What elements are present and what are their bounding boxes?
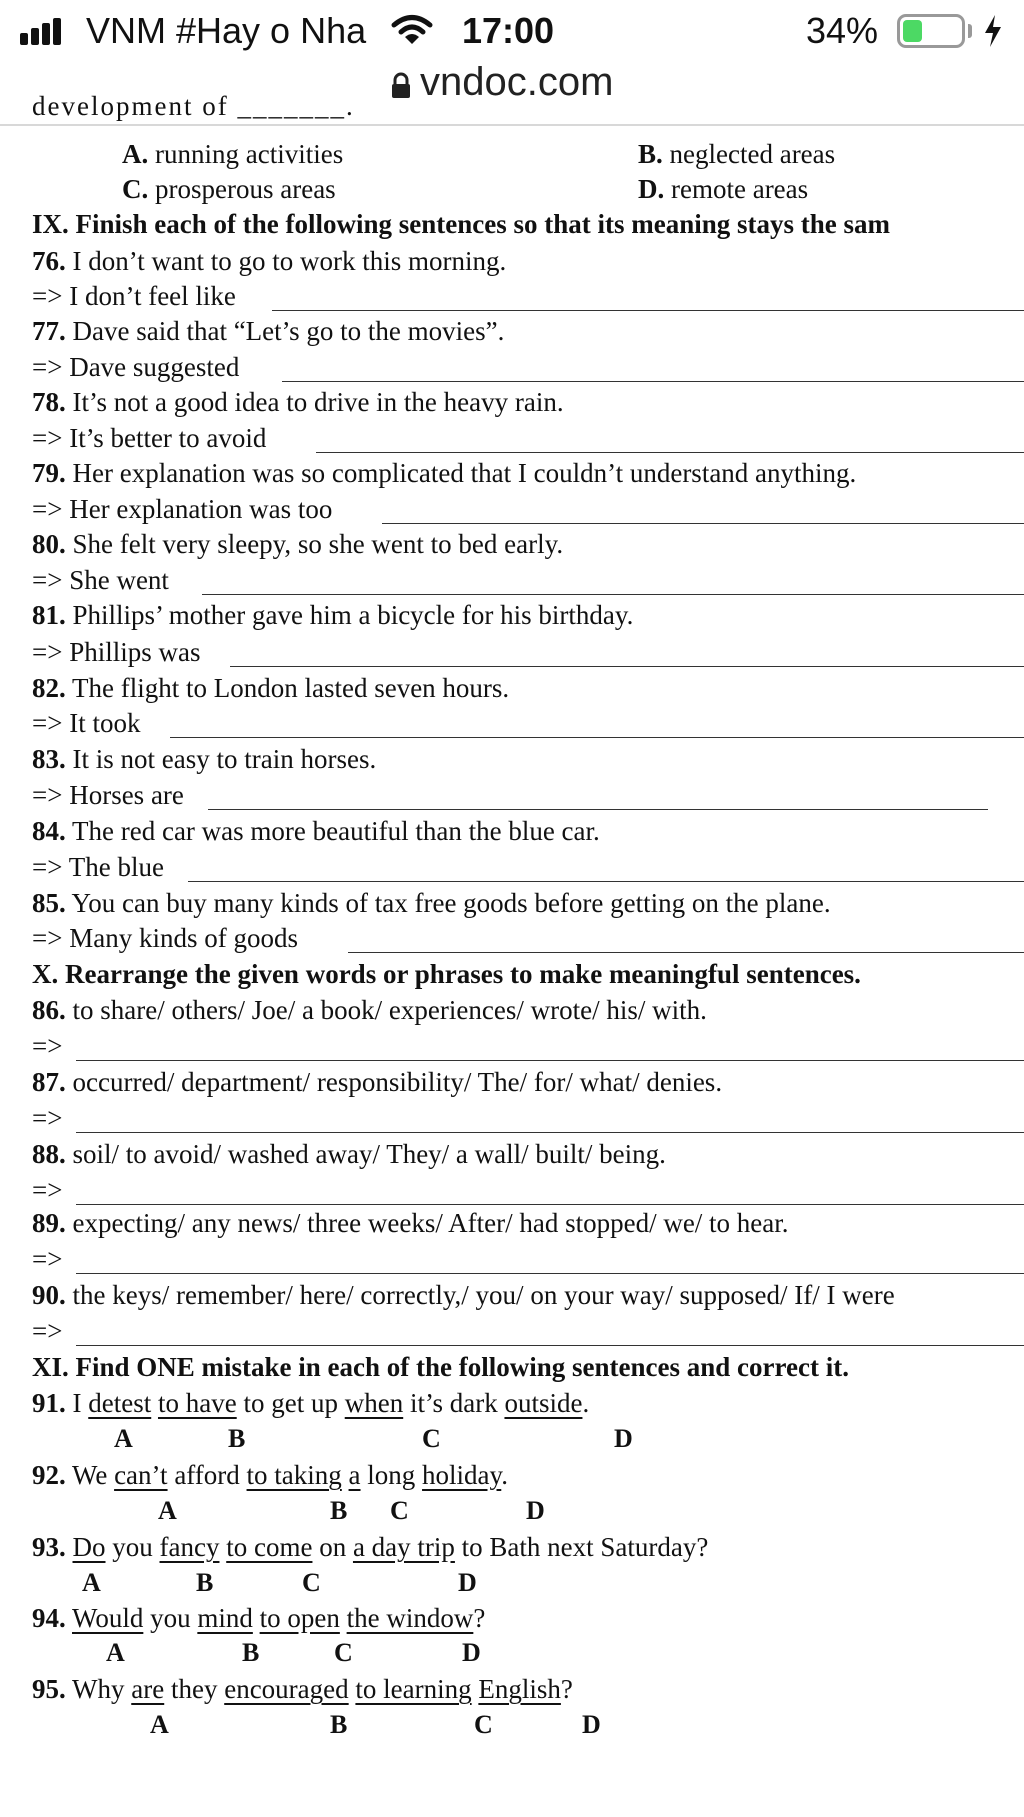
question-line: 90. the keys/ remember/ here/ correctly,/ you/ on your way/ supposed/ If/ I were — [32, 1280, 895, 1310]
choice-letter: A — [82, 1568, 101, 1597]
answer-blank[interactable] — [76, 1345, 1024, 1346]
choice-letter: B — [228, 1424, 246, 1453]
choice-letter: D — [582, 1710, 601, 1739]
option-d: D. remote areas — [638, 174, 809, 204]
option-a: A. running activities — [122, 139, 344, 169]
answer-blank[interactable] — [202, 594, 1024, 595]
choice-letter: C — [334, 1638, 353, 1667]
question-line: 83. It is not easy to train horses. — [32, 744, 377, 774]
answer-blank[interactable] — [76, 1132, 1024, 1133]
answer-blank[interactable] — [272, 310, 1024, 311]
answer-line: => Horses are — [32, 780, 184, 810]
answer-blank[interactable] — [76, 1273, 1024, 1274]
question-line: 82. The flight to London lasted seven hours. — [32, 673, 510, 703]
answer-blank[interactable] — [188, 881, 1024, 882]
question-line: 81. Phillips’ mother gave him a bicycle for his birthday. — [32, 600, 634, 630]
answer-blank[interactable] — [348, 952, 1024, 953]
choice-letter: A — [158, 1496, 177, 1525]
option-b: B. neglected areas — [638, 139, 836, 169]
answer-line: => Many kinds of goods — [32, 923, 298, 953]
answer-line: => The blue — [32, 852, 164, 882]
question-line: 78. It’s not a good idea to drive in the heavy rain. — [32, 387, 564, 417]
option-c: C. prosperous areas — [122, 174, 336, 204]
section-heading: X. Rearrange the given words or phrases to make meaningful sentences. — [32, 959, 861, 989]
choice-letter: A — [150, 1710, 169, 1739]
section-heading: XI. Find ONE mistake in each of the following sentences and correct it. — [32, 1352, 849, 1382]
question-line: 86. to share/ others/ Joe/ a book/ experiences/ wrote/ his/ with. — [32, 995, 707, 1025]
choice-letter: D — [458, 1568, 477, 1597]
url-text[interactable]: vndoc.com — [420, 60, 614, 104]
answer-line: => She went — [32, 565, 169, 595]
clock: 17:00 — [462, 10, 555, 51]
battery-percent: 34% — [806, 10, 879, 51]
answer-line: => It’s better to avoid — [32, 423, 267, 453]
section-heading: IX. Finish each of the following sentences so that its meaning stays the sam — [32, 209, 891, 239]
choice-letter: D — [614, 1424, 633, 1453]
question-line: 95. Why are they encouraged to learning English? — [32, 1674, 573, 1704]
answer-line: => — [32, 1103, 63, 1133]
answer-line: => Her explanation was too — [32, 494, 333, 524]
answer-blank[interactable] — [382, 523, 1024, 524]
question-line: 77. Dave said that “Let’s go to the movies”. — [32, 316, 505, 346]
answer-blank[interactable] — [170, 737, 1024, 738]
answer-line: => — [32, 1316, 63, 1346]
question-line: 94. Would you mind to open the window? — [32, 1603, 486, 1633]
choice-letter: B — [330, 1710, 348, 1739]
choice-letter: B — [242, 1638, 260, 1667]
question-line: 88. soil/ to avoid/ washed away/ They/ a wall/ built/ being. — [32, 1139, 666, 1169]
question-line: 80. She felt very sleepy, so she went to bed early. — [32, 529, 564, 559]
cut-off-text: development of _______. — [32, 91, 355, 121]
question-line: 89. expecting/ any news/ three weeks/ After/ had stopped/ we/ to hear. — [32, 1208, 789, 1238]
question-line: 76. I don’t want to go to work this morning. — [32, 246, 507, 276]
answer-line: => — [32, 1175, 63, 1205]
answer-line: => — [32, 1031, 63, 1061]
answer-blank[interactable] — [316, 452, 1024, 453]
answer-blank[interactable] — [282, 381, 1024, 382]
question-line: 87. occurred/ department/ responsibility/ The/ for/ what/ denies. — [32, 1067, 723, 1097]
answer-blank[interactable] — [230, 666, 1024, 667]
choice-letter: A — [114, 1424, 133, 1453]
question-line: 91. I detest to have to get up when it’s dark outside. — [32, 1388, 590, 1418]
answer-line: => Phillips was — [32, 637, 201, 667]
answer-blank[interactable] — [76, 1060, 1024, 1061]
choice-letter: C — [390, 1496, 409, 1525]
question-line: 84. The red car was more beautiful than the blue car. — [32, 816, 600, 846]
choice-letter: C — [474, 1710, 493, 1739]
choice-letter: B — [330, 1496, 348, 1525]
choice-letter: C — [302, 1568, 321, 1597]
answer-blank[interactable] — [76, 1204, 1024, 1205]
choice-letter: D — [526, 1496, 545, 1525]
answer-line: => It took — [32, 708, 141, 738]
answer-line: => I don’t feel like — [32, 281, 236, 311]
choice-letter: B — [196, 1568, 214, 1597]
answer-line: => Dave suggested — [32, 352, 240, 382]
question-line: 79. Her explanation was so complicated that I couldn’t understand anything. — [32, 458, 857, 488]
carrier-name: VNM #Hay o Nha — [86, 10, 367, 51]
answer-line: => — [32, 1244, 63, 1274]
question-line: 92. We can’t afford to taking a long holiday. — [32, 1460, 509, 1490]
choice-letter: A — [106, 1638, 125, 1667]
question-line: 85. You can buy many kinds of tax free goods before getting on the plane. — [32, 888, 831, 918]
choice-letter: D — [462, 1638, 481, 1667]
question-line: 93. Do you fancy to come on a day trip to Bath next Saturday? — [32, 1532, 709, 1562]
answer-blank[interactable] — [208, 809, 988, 810]
choice-letter: C — [422, 1424, 441, 1453]
